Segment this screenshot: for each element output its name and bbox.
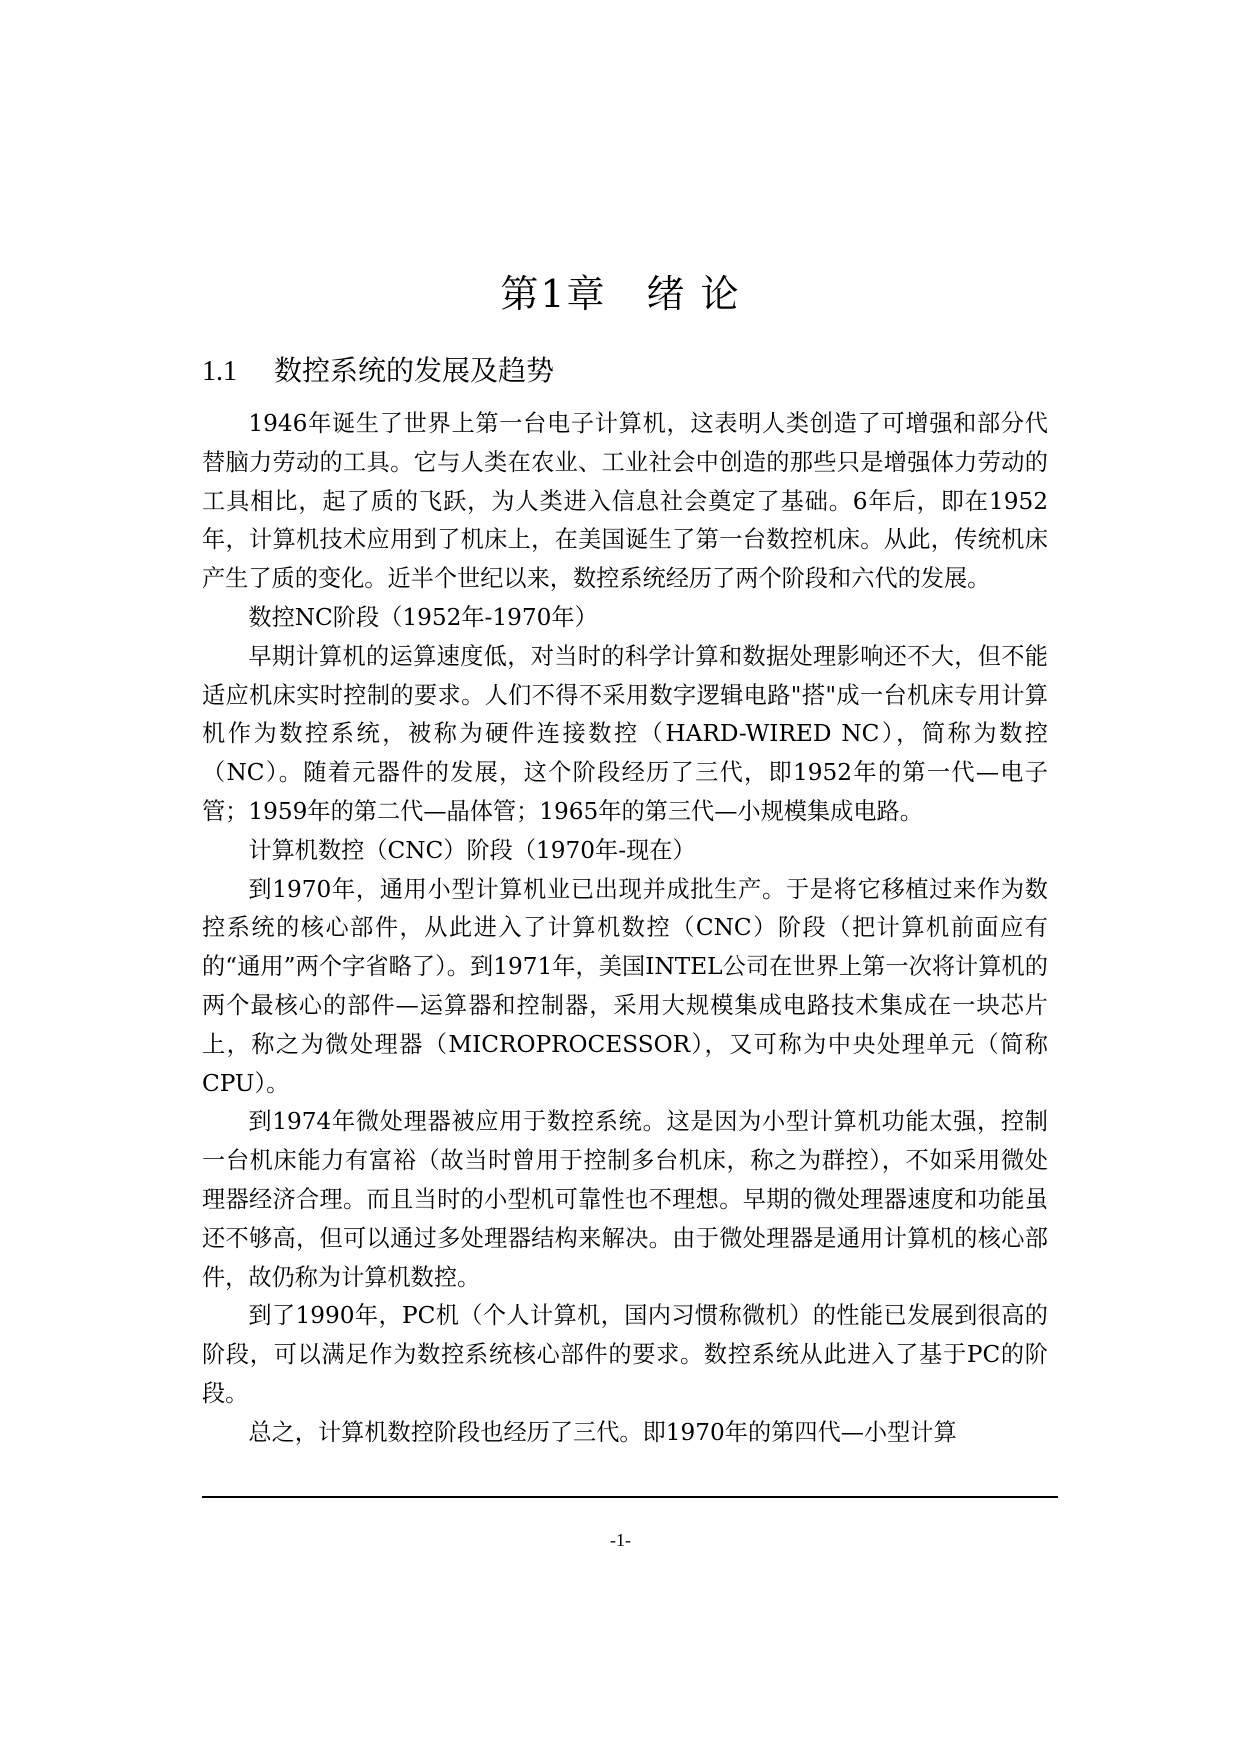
section-heading [202,350,554,393]
section-title: 数控系统的发展及趋势 [274,354,555,387]
stage-heading: 数控NC阶段（1952年-1970年） [248,603,598,631]
stage-heading: 计算机数控（CNC）阶段（1970年-现在） [248,836,696,864]
paragraph: 总之，计算机数控阶段也经历了三代。即1970年的第四代—小型计算 [248,1418,957,1446]
paragraph: 到1974年微处理器被应用于数控系统。这是因为小型计算机功能太强，控制一台机床能力有富裕（故当时曾用于控制多台机床，称之为群控），不如采用微处理器经济合理。而且当时的小型机可靠性也不理想。早期的微处理器速度和功能虽还不够高，但可以通过多处理器结构来解决。由于微处理器是通用计算机的核心部件，故仍称为计算机数控。 [202,1108,1048,1291]
section-number: 1.1 [202,356,237,387]
body-text [202,405,1048,1453]
page-number: -1- [610,1530,631,1550]
footer-rule [202,1496,1058,1498]
chapter-title: 第1章 绪 论 [500,272,741,316]
paragraph: 早期计算机的运算速度低，对当时的科学计算和数据处理影响还不大，但不能适应机床实时控制的要求。人们不得不采用数字逻辑电路"搭"成一台机床专用计算机作为数控系统，被称为硬件连接数控（HARD-WIRED NC），简称为数控（NC）。随着元器件的发展，这个阶段经历了三代，即1952年的第一代—电子管；1959年的第二代—晶体管；1965年的第三代—小规模集成电路。 [202,642,1048,825]
paragraph: 到了1990年，PC机（个人计算机，国内习惯称微机）的性能已发展到很高的阶段，可以满足作为数控系统核心部件的要求。数控系统从此进入了基于PC的阶段。 [202,1302,1048,1407]
paragraph: 1946年诞生了世界上第一台电子计算机，这表明人类创造了可增强和部分代替脑力劳动的工具。它与人类在农业、工业社会中创造的那些只是增强体力劳动的工具相比，起了质的飞跃，为人类进入信息社会奠定了基础。6年后，即在1952年，计算机技术应用到了机床上，在美国诞生了第一台数控机床。从此，传统机床产生了质的变化。近半个世纪以来，数控系统经历了两个阶段和六代的发展。 [202,410,1048,593]
paragraph: 到1970年，通用小型计算机业已出现并成批生产。于是将它移植过来作为数控系统的核心部件，从此进入了计算机数控（CNC）阶段（把计算机前面应有的“通用”两个字省略了）。到1971年，美国INTEL公司在世界上第一次将计算机的两个最核心的部件—运算器和控制器，采用大规模集成电路技术集成在一块芯片上，称之为微处理器（MICROPROCESSOR），又可称为中央处理单元（简称CPU）。 [202,875,1048,1097]
